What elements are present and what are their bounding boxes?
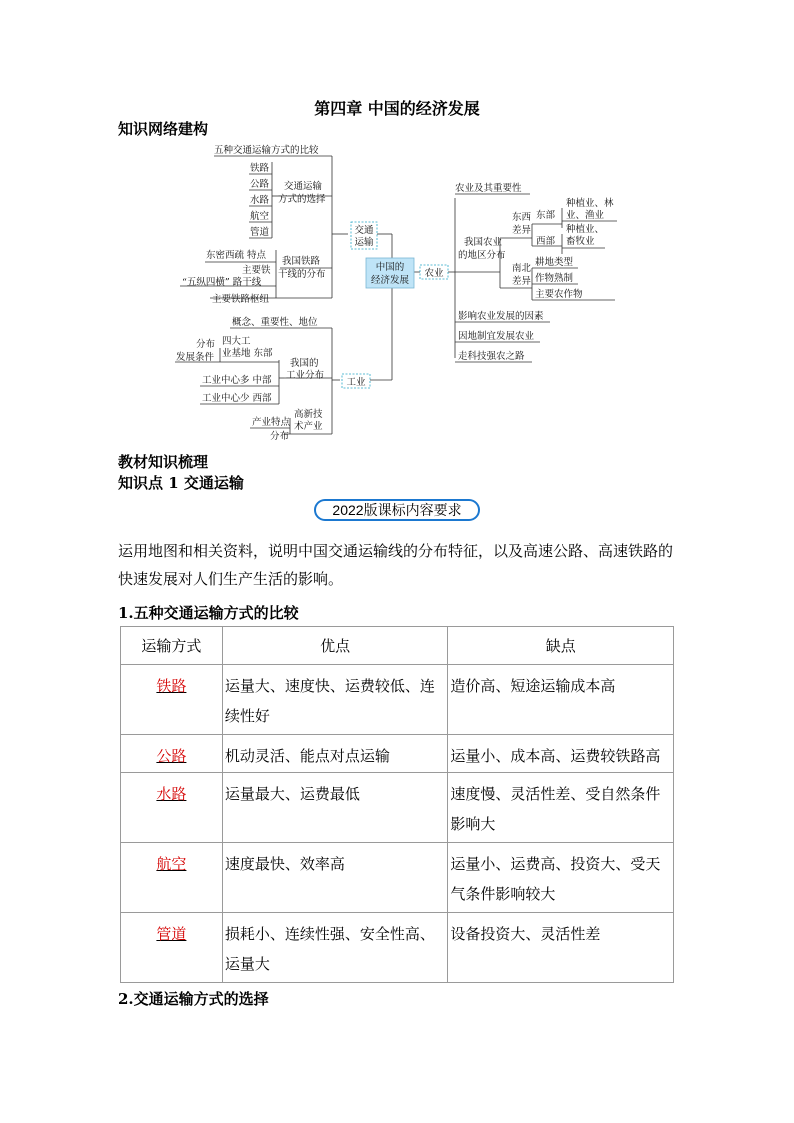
node-rail-dist-1: 我国铁路	[282, 256, 321, 267]
cons-cell: 运量小、运费高、投资大、受天气条件影响较大	[448, 843, 674, 913]
answer-pipe: 管道	[156, 925, 187, 943]
node-ns-crops: 主要农作物	[535, 289, 583, 300]
node-center-few: 工业中心少 西部	[202, 393, 272, 404]
knowledge-mindmap	[0, 138, 794, 448]
subheading-comparison: 1.五种交通运输方式的比较	[118, 604, 299, 622]
node-mode-water: 水路	[250, 195, 270, 206]
node-compare: 五种交通运输方式的比较	[214, 145, 319, 156]
node-ns-1: 南北	[512, 263, 532, 274]
knowledge-point-title: 知识点 1 交通运输	[118, 474, 244, 492]
node-west-items-1: 种植业、	[566, 224, 605, 235]
node-ind-dist-1: 我国的	[290, 358, 319, 369]
cons-cell: 造价高、短途运输成本高	[448, 665, 674, 735]
node-four-bases-1: 四大工	[222, 336, 251, 347]
node-regional-1: 我国农业	[464, 237, 503, 248]
mode-cell	[121, 735, 223, 773]
center-node-line1: 中国的	[375, 262, 405, 273]
table-header-row	[121, 627, 674, 665]
node-choice-2: 方式的选择	[278, 194, 326, 205]
table-row	[121, 773, 674, 843]
node-east-items-1: 种植业、林	[566, 198, 614, 209]
table-row	[121, 913, 674, 983]
node-east: 东部	[536, 210, 556, 221]
pros-cell: 机动灵活、能点对点运输	[222, 735, 448, 773]
answer-rail: 铁路	[156, 677, 187, 695]
cons-cell: 运量小、成本高、运费较铁路高	[448, 735, 674, 773]
industry-label: 工业	[346, 377, 366, 388]
node-center-many: 工业中心多 中部	[202, 375, 272, 386]
mode-cell	[121, 773, 223, 843]
table-row	[121, 843, 674, 913]
pros-cell: 运量大、速度快、运费较低、连续性好	[222, 665, 448, 735]
node-mode-air: 航空	[250, 211, 270, 222]
transport-label1: 交通	[354, 225, 374, 236]
pros-cell: 损耗小、连续性强、安全性高、运量大	[222, 913, 448, 983]
node-ns-land: 耕地类型	[535, 257, 574, 268]
node-ind-cond-2: 发展条件	[176, 352, 215, 363]
curriculum-badge	[314, 499, 480, 521]
node-four-bases-2: 业基地 东部	[222, 348, 273, 359]
node-agri-importance: 农业及其重要性	[455, 183, 522, 194]
subheading-choice: 2.交通运输方式的选择	[118, 990, 269, 1008]
node-hub: 主要铁路枢纽	[212, 294, 270, 305]
table-row	[121, 665, 674, 735]
transport-comparison-table	[120, 626, 674, 983]
cons-cell: 设备投资大、灵活性差	[448, 913, 674, 983]
node-ind-concept: 概念、重要性、地位	[232, 317, 318, 328]
section-textbook: 教材知识梳理	[118, 453, 209, 471]
node-ew-1: 东西	[512, 212, 532, 223]
node-hitech-2: 术产业	[294, 421, 323, 432]
node-mode-rail: 铁路	[250, 163, 270, 174]
cons-cell: 速度慢、灵活性差、受自然条件影响大	[448, 773, 674, 843]
node-ns-crop-system: 作物熟制	[535, 273, 574, 284]
node-agri-local: 因地制宜发展农业	[458, 331, 535, 342]
node-ns-2: 差异	[512, 276, 532, 287]
node-mode-pipe: 管道	[250, 227, 270, 238]
pros-cell: 速度最快、效率高	[222, 843, 448, 913]
node-ew-2: 差异	[512, 225, 532, 236]
node-agri-factors: 影响农业发展的因素	[458, 311, 544, 322]
transport-label2: 运输	[354, 237, 374, 248]
center-node-line2: 经济发展	[370, 275, 410, 286]
node-main-lines-2: “五纵四横” 路干线	[182, 277, 262, 288]
node-east-items-2: 业、渔业	[566, 210, 605, 221]
node-regional-2: 的地区分布	[458, 250, 506, 261]
table-row	[121, 735, 674, 773]
node-west-items-2: 畜牧业	[566, 236, 595, 247]
section-knowledge-net: 知识网络建构	[118, 120, 209, 138]
curriculum-badge-label: 2022版课标内容要求	[316, 501, 478, 519]
node-ind-cond-1: 分布	[196, 339, 216, 350]
node-ind-dist-2: 工业分布	[286, 370, 325, 381]
node-west: 西部	[536, 236, 556, 247]
chapter-title: 第四章 中国的经济发展	[314, 99, 480, 118]
header-mode: 运输方式	[121, 627, 223, 665]
node-hitech-dist: 分布	[270, 431, 290, 442]
answer-air: 航空	[156, 855, 187, 873]
header-cons: 缺点	[448, 627, 674, 665]
node-hitech-feature: 产业特点	[252, 417, 291, 428]
mode-cell	[121, 913, 223, 983]
mode-cell	[121, 665, 223, 735]
mode-cell	[121, 843, 223, 913]
answer-road: 公路	[156, 747, 187, 765]
node-hitech-1: 高新技	[294, 409, 323, 420]
agriculture-label: 农业	[424, 268, 444, 279]
header-pros: 优点	[222, 627, 448, 665]
node-rail-feature: 东密西疏 特点	[206, 250, 267, 261]
pros-cell: 运量最大、运费最低	[222, 773, 448, 843]
node-agri-tech: 走科技强农之路	[458, 351, 525, 362]
answer-water: 水路	[156, 785, 187, 803]
node-choice-1: 交通运输	[284, 181, 323, 192]
requirement-text: 运用地图和相关资料，说明中国交通运输线的分布特征，以及高速公路、高速铁路的快速发展对人们生产生活的影响。	[118, 542, 674, 588]
node-mode-road: 公路	[250, 179, 270, 190]
node-rail-dist-2: 干线的分布	[278, 269, 326, 280]
node-main-lines-1: 主要铁	[242, 265, 271, 276]
